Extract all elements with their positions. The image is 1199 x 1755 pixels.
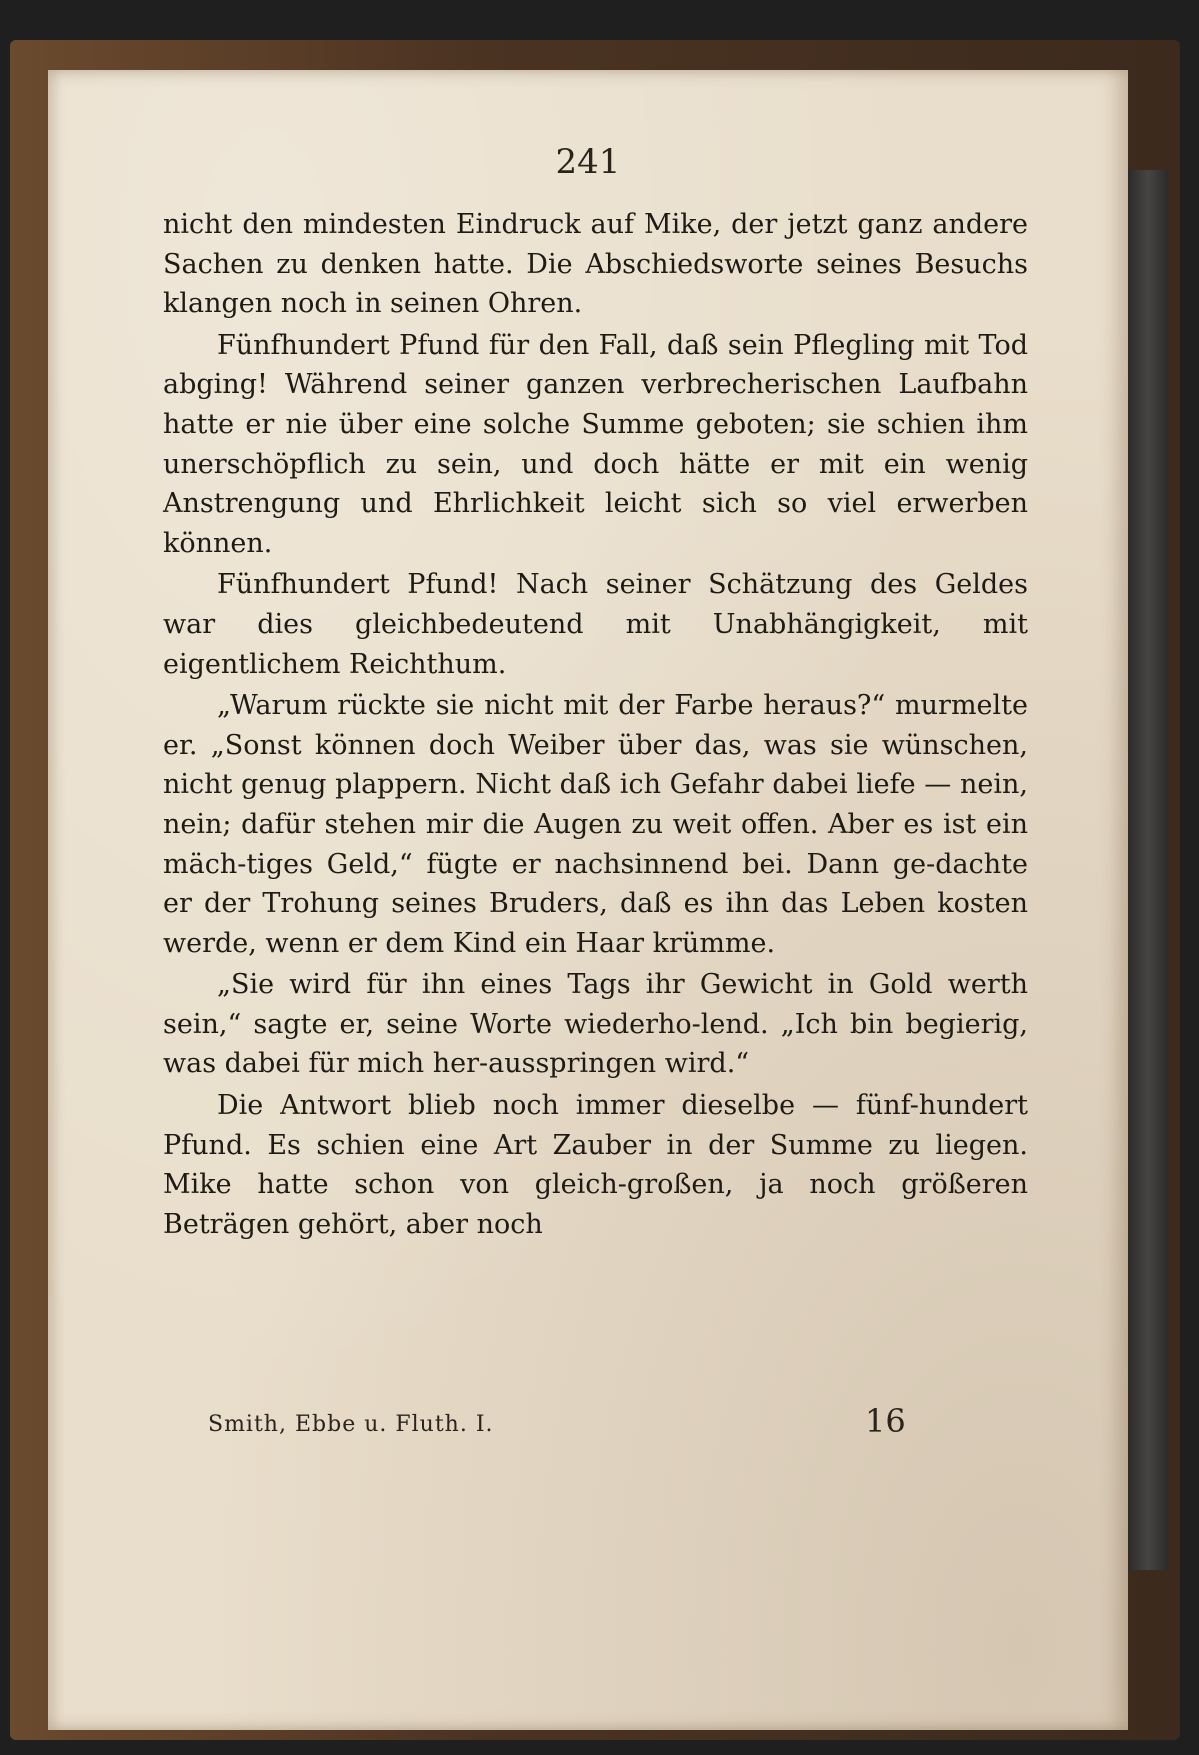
footer-imprint: Smith, Ebbe u. Fluth. I. — [208, 1412, 494, 1437]
page-number: 241 — [555, 142, 621, 182]
paragraph-3: Fünfhundert Pfund! Nach seiner Schätzung des Geldes war dies gleichbedeutend mit Unabhängigkeit, mit eigentlichem Reichthum. — [163, 569, 1028, 680]
signature-mark: 16 — [865, 1402, 906, 1440]
paragraph-6: Die Antwort blieb noch immer dieselbe — fünf-hundert Pfund. Es schien eine Art Zauber in der Summe zu liegen. Mike hatte schon von gleich-großen, ja noch größeren Beträgen gehört, aber noch — [163, 1090, 1028, 1240]
page-sheet — [48, 70, 1128, 1730]
paragraph-4: „Warum rückte sie nicht mit der Farbe heraus?“ murmelte er. „Sonst können doch Weiber über das, was sie wünschen, nicht genug plappern. Nicht daß ich Gefahr dabei liefe — nein, nein; dafür stehen mir die Augen zu weit offen. Aber es ist ein mäch-tiges Geld,“ fügte er nachsinnend bei. Dann ge-dachte er der Trohung seines Bruders, daß es ihn das Leben kosten werde, wenn er dem Kind ein Haar krümme. — [163, 690, 1028, 959]
paragraph-5: „Sie wird für ihn eines Tags ihr Gewicht in Gold werth sein,“ sagte er, seine Worte wiederho-lend. „Ich bin begierig, was dabei für mich her-ausspringen wird.“ — [163, 969, 1028, 1080]
paragraph-1: nicht den mindesten Eindruck auf Mike, der jetzt ganz andere Sachen zu denken hatte. Die Abschiedsworte seines Besuchs klangen noch in seinen Ohren. — [163, 209, 1028, 320]
body-text — [163, 205, 1028, 1246]
paragraph-2: Fünfhundert Pfund für den Fall, daß sein Pflegling mit Tod abging! Während seiner ganzen verbrecherischen Laufbahn hatte er nie über eine solche Summe geboten; sie schien ihm unerschöpflich zu sein, und doch hätte er mit ein wenig Anstrengung und Ehrlichkeit leicht sich so viel erwerben können. — [163, 329, 1028, 559]
page-footer — [208, 1402, 948, 1452]
book-spine — [1128, 170, 1168, 1570]
